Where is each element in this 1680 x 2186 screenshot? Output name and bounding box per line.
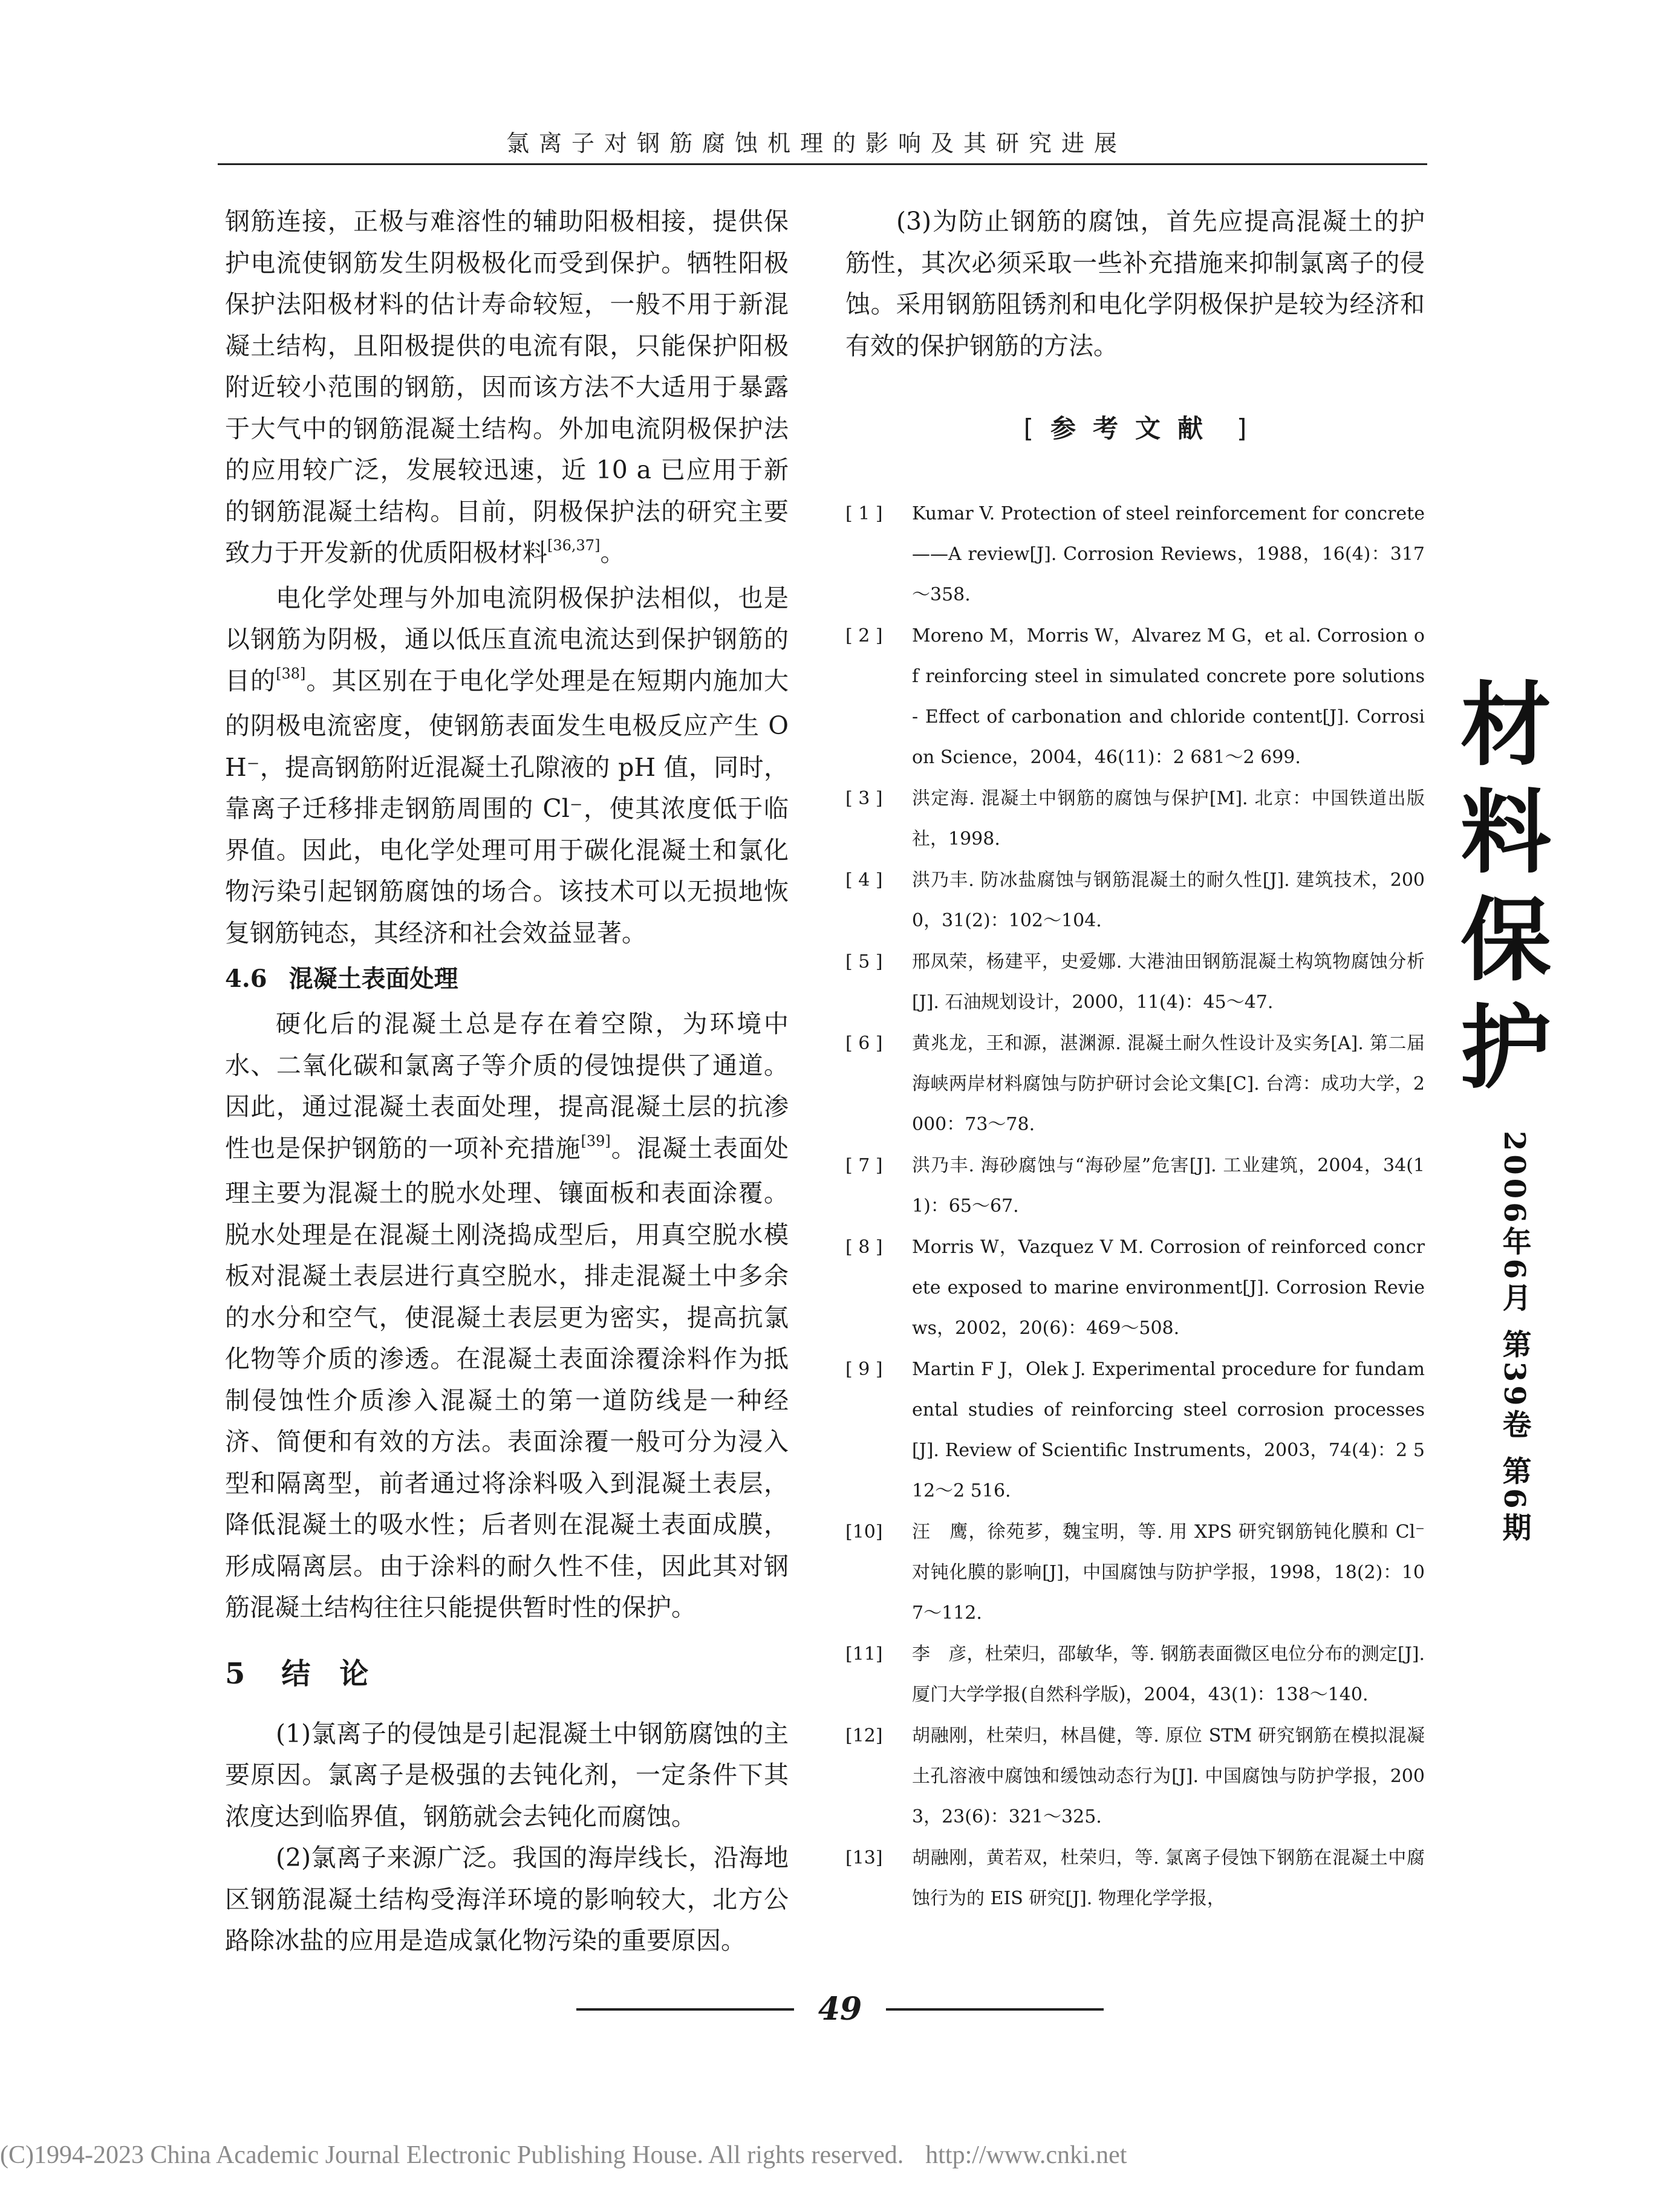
- reference-list: [845, 493, 1425, 1919]
- page-number: 49: [0, 1991, 1680, 2028]
- reference-item: [845, 1349, 1425, 1511]
- reference-number: [ 6 ]: [845, 1033, 883, 1054]
- paragraph: 钢筋连接，正极与难溶性的辅助阳极相接，提供保护电流使钢筋发生阴极极化而受到保护。牺牲阳极保护法阳极材料的估计寿命较短，一般不用于新混凝土结构，且阳极提供的电流有限，只能保护阳极附近较小范围的钢筋，因而该方法不大适用于暴露于大气中的钢筋混凝土结构。外加电流阴极保护法的应用较广泛，发展较迅速，近 10 a 已应用于新的钢筋混凝土结构。目前，阴极保护法的研究主要致力于开发新的优质阳极材料[36,37]。: [225, 207, 789, 567]
- reference-item: [845, 616, 1425, 778]
- reference-text: 李 彦，杜荣归，邵敏华，等. 钢筋表面微区电位分布的测定[J]. 厦门大学学报(自然科学版)，2004，43(1)：138～140.: [912, 1644, 1425, 1705]
- reference-text: Kumar V. Protection of steel reinforcement for concrete——A review[J]. Corrosion Reviews，1988，16(4)：317～358.: [912, 503, 1425, 605]
- paragraph: 电化学处理与外加电流阴极保护法相似，也是以钢筋为阴极，通以低压直流电流达到保护钢筋的目的[38]。其区别在于电化学处理是在短期内施加大的阴极电流密度，使钢筋表面发生电极反应产生 OH⁻，提高钢筋附近混凝土孔隙液的 pH 值，同时，靠离子迁移排走钢筋周围的 Cl⁻，使其浓度低于临界值。因此，电化学处理可用于碳化混凝土和氯化物污染引起钢筋腐蚀的场合。该技术可以无损地恢复钢筋钝态，其经济和社会效益显著。: [225, 583, 789, 948]
- citation: [38]: [276, 665, 306, 682]
- reference-text: 洪乃丰. 海砂腐蚀与“海砂屋”危害[J]. 工业建筑，2004，34(11)：65～67.: [912, 1155, 1425, 1217]
- journal-title-char: 护: [1460, 995, 1551, 1101]
- journal-title-char: 保: [1460, 887, 1551, 994]
- references-heading: [ 参考文献 ]: [1023, 414, 1247, 443]
- reference-item: [845, 860, 1425, 941]
- copyright-text: (C)1994-2023 China Academic Journal Electronic Publishing House. All rights reserved.: [0, 2141, 904, 2169]
- reference-number: [13]: [845, 1847, 883, 1869]
- right-column: [845, 201, 1425, 1919]
- header-rule: [218, 163, 1427, 165]
- journal-title-vertical: [1451, 671, 1560, 1102]
- citation: [39]: [581, 1132, 611, 1150]
- subsection-heading: 4.6 混凝土表面处理: [225, 965, 458, 993]
- reference-text: Moreno M，Morris W，Alvarez M G，et al. Corrosion of reinforcing steel in simulated concrete pore solutions - Effect of carbonation and chloride content[J]. Corrosion Science，2004，46(11)：2 681～2 699.: [912, 625, 1425, 768]
- reference-text: Morris W，Vazquez V M. Corrosion of reinforced concrete exposed to marine environment[J]. Corrosion Reviews，2002，20(6)：469～508.: [912, 1237, 1425, 1339]
- reference-number: [ 4 ]: [845, 870, 883, 891]
- reference-item: [845, 1227, 1425, 1348]
- reference-text: 邢凤荣，杨建平，史爱娜. 大港油田钢筋混凝土构筑物腐蚀分析[J]. 石油规划设计，2000，11(4)：45～47.: [912, 951, 1425, 1013]
- reference-number: [ 5 ]: [845, 951, 883, 972]
- reference-number: [10]: [845, 1521, 883, 1543]
- reference-number: [12]: [845, 1725, 883, 1746]
- reference-number: [ 2 ]: [845, 625, 883, 646]
- reference-item: [845, 493, 1425, 615]
- page-number-rule-right: [886, 2008, 1104, 2011]
- paragraph: 硬化后的混凝土总是存在着空隙，为环境中水、二氧化碳和氯离子等介质的侵蚀提供了通道。因此，通过混凝土表面处理，提高混凝土层的抗渗性也是保护钢筋的一项补充措施[39]。混凝土表面处理主要为混凝土的脱水处理、镶面板和表面涂覆。脱水处理是在混凝土刚浇捣成型后，用真空脱水模板对混凝土表层进行真空脱水，排走混凝土中多余的水分和空气，使混凝土表层更为密实，提高抗氯化物等介质的渗透。在混凝土表面涂覆涂料作为抵制侵蚀性介质渗入混凝土的第一道防线是一种经济、简便和有效的方法。表面涂覆一般可分为浸入型和隔离型，前者通过将涂料吸入到混凝土表层，降低混凝土的吸水性；后者则在混凝土表面成膜，形成隔离层。由于涂料的耐久性不佳，因此其对钢筋混凝土结构往往只能提供暂时性的保护。: [225, 1009, 789, 1622]
- conclusion-item: (1)氯离子的侵蚀是引起混凝土中钢筋腐蚀的主要原因。氯离子是极强的去钝化剂，一定条件下其浓度达到临界值，钢筋就会去钝化而腐蚀。: [225, 1719, 789, 1831]
- left-column: [225, 201, 789, 1962]
- reference-number: [ 9 ]: [845, 1359, 883, 1380]
- reference-item: [845, 1023, 1425, 1145]
- reference-number: [ 3 ]: [845, 788, 883, 809]
- citation: [36,37]: [547, 537, 601, 554]
- footer-url[interactable]: http://www.cnki.net: [925, 2141, 1127, 2169]
- section-heading: 5 结 论: [225, 1656, 369, 1691]
- reference-item: [845, 1145, 1425, 1226]
- reference-text: Martin F J，Olek J. Experimental procedure for fundamental studies of reinforcing steel corrosion processes[J]. Review of Scientific Instruments，2003，74(4)：2 512～2 516.: [912, 1359, 1425, 1501]
- reference-text: 胡融刚，杜荣归，林昌健，等. 原位 STM 研究钢筋在模拟混凝土孔溶液中腐蚀和缓蚀动态行为[J]. 中国腐蚀与防护学报，2003，23(6)：321～325.: [912, 1725, 1425, 1827]
- page-number-rule-left: [576, 2008, 794, 2011]
- footer: [0, 2141, 1127, 2170]
- journal-title-char: 料: [1460, 779, 1551, 886]
- reference-number: [ 8 ]: [845, 1237, 883, 1258]
- issue-info: 2006年6月 第39卷 第6期: [1497, 1131, 1531, 1545]
- reference-text: 洪乃丰. 防冰盐腐蚀与钢筋混凝土的耐久性[J]. 建筑技术，2000，31(2)：102～104.: [912, 870, 1425, 931]
- reference-number: [11]: [845, 1644, 883, 1665]
- reference-text: 汪 鹰，徐苑芗，魏宝明，等. 用 XPS 研究钢筋钝化膜和 Cl⁻对钝化膜的影响[J]，中国腐蚀与防护学报，1998，18(2)：107～112.: [912, 1521, 1425, 1624]
- running-head: 氯离子对钢筋腐蚀机理的影响及其研究进展: [506, 130, 1127, 157]
- reference-item: [845, 1716, 1425, 1837]
- conclusion-item: (3)为防止钢筋的腐蚀，首先应提高混凝土的护筋性，其次必须采取一些补充措施来抑制氯离子的侵蚀。采用钢筋阻锈剂和电化学阴极保护是较为经济和有效的保护钢筋的方法。: [845, 207, 1425, 360]
- reference-item: [845, 1838, 1425, 1919]
- reference-item: [845, 942, 1425, 1023]
- reference-item: [845, 1512, 1425, 1633]
- reference-text: 黄兆龙，王和源，湛渊源. 混凝土耐久性设计及实务[A]. 第二届海峡两岸材料腐蚀与防护研讨会论文集[C]. 台湾：成功大学，2000：73～78.: [912, 1033, 1425, 1135]
- reference-text: 洪定海. 混凝土中钢筋的腐蚀与保护[M]. 北京：中国铁道出版社，1998.: [912, 788, 1425, 850]
- conclusion-item: (2)氯离子来源广泛。我国的海岸线长，沿海地区钢筋混凝土结构受海洋环境的影响较大，北方公路除冰盐的应用是造成氯化物污染的重要原因。: [225, 1843, 789, 1955]
- reference-item: [845, 778, 1425, 859]
- reference-number: [ 7 ]: [845, 1155, 883, 1176]
- reference-text: 胡融刚，黄若双，杜荣归，等. 氯离子侵蚀下钢筋在混凝土中腐蚀行为的 EIS 研究[J]. 物理化学学报，: [912, 1847, 1425, 1909]
- reference-item: [845, 1634, 1425, 1715]
- journal-title-char: 材: [1460, 672, 1551, 778]
- reference-number: [ 1 ]: [845, 503, 883, 524]
